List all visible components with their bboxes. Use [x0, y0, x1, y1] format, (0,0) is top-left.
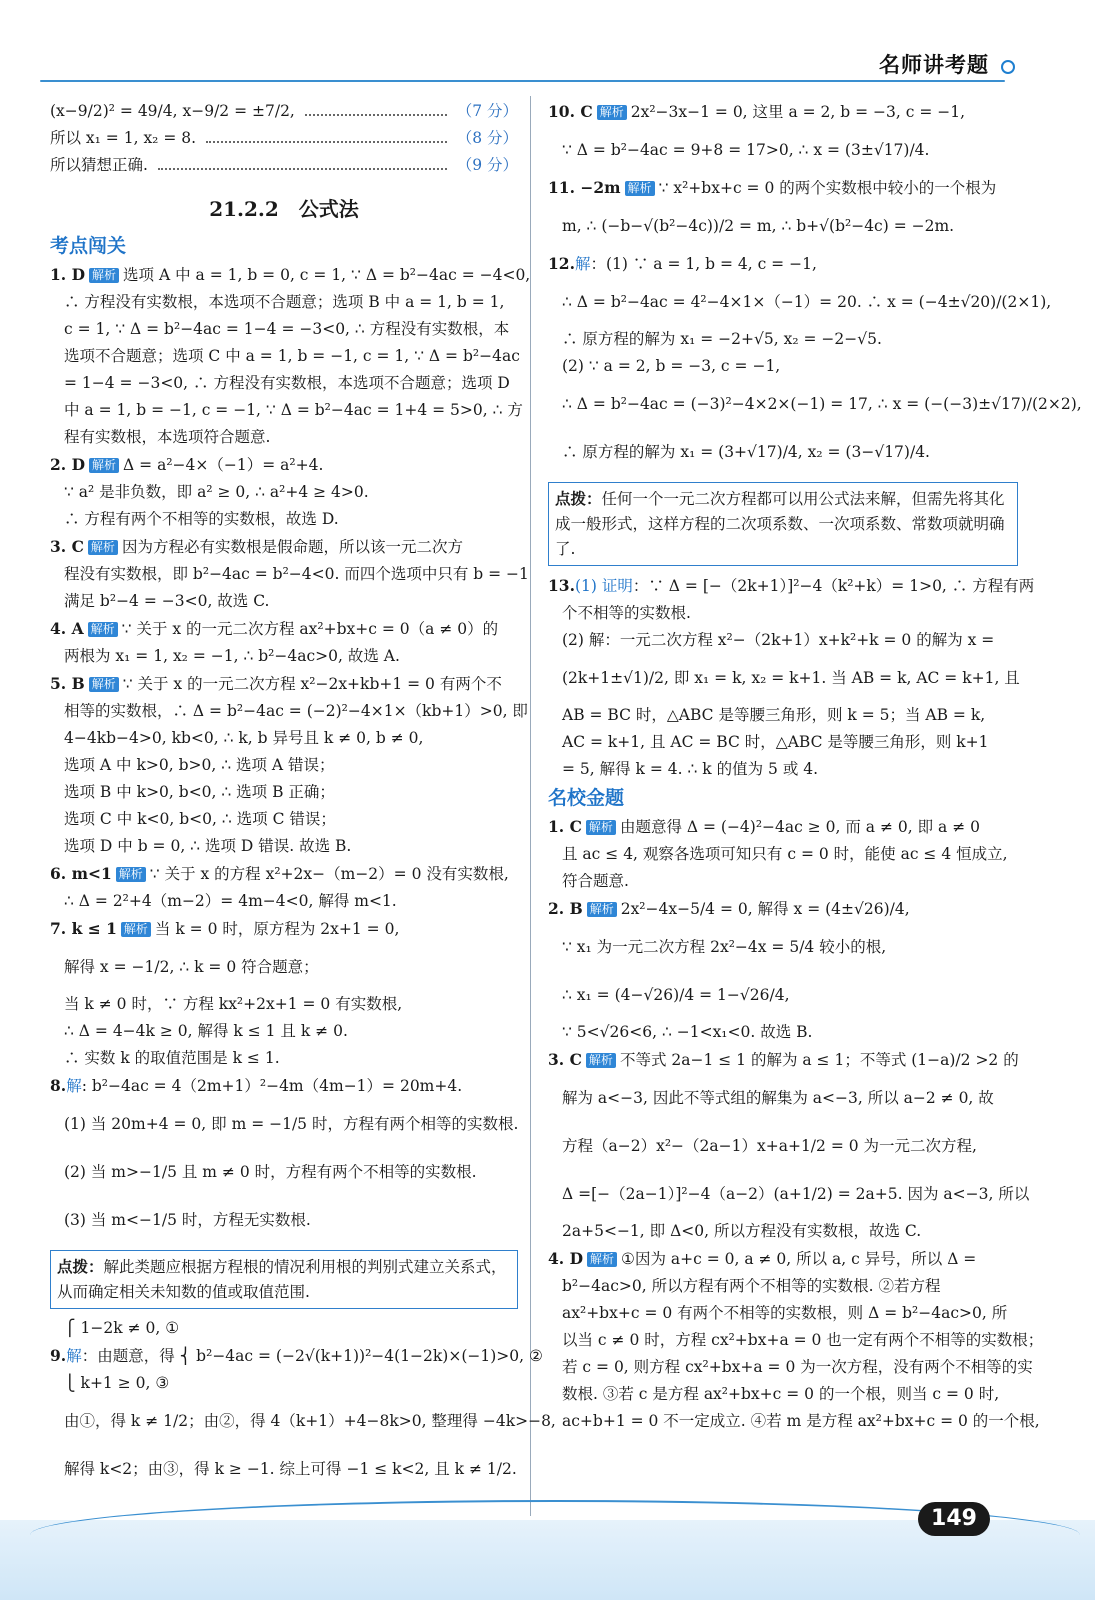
analysis-tag: 解析 [586, 1053, 616, 1068]
line-text: ∵ x₁ 为一元二次方程 2x²−4x = 5/4 较小的根, [562, 938, 887, 956]
line-text: ∴ 方程没有实数根，本选项不合题意；选项 B 中 a = 1, b = 1, [64, 293, 505, 311]
question-line [548, 98, 1018, 126]
text-line [50, 725, 518, 752]
analysis-tag: 解析 [587, 902, 617, 917]
dot-leader [305, 114, 447, 116]
text-line [50, 1045, 518, 1072]
line-text: ：由题意，得 ⎨ b²−4ac = (−2√(k+1))²−4(1−2k)×(−1)>0, ② [81, 1347, 543, 1365]
text-line [50, 1315, 518, 1342]
question-line [50, 533, 518, 561]
text-line [50, 289, 518, 316]
text-line [548, 729, 1018, 756]
question-line [50, 261, 531, 289]
line-text: ∴ 原方程的解为 x₁ = (3+√17)/4, x₂ = (3−√17)/4. [562, 443, 930, 461]
line-text: 不等式 2a−1 ≤ 1 的解为 a ≤ 1；不等式 (1−a)/2 >2 的 [619, 1051, 1019, 1069]
column-divider [530, 96, 531, 1516]
question-number: 3. C [50, 537, 84, 556]
tip-label: 点拨： [555, 489, 602, 508]
line-text: 所以猜想正确. [50, 156, 148, 174]
text-line [50, 397, 523, 424]
question-number: 2. D [50, 455, 86, 474]
line-text: 解得 k<2；由③，得 k ≥ −1. 综上可得 −1 ≤ k<2, 且 k ≠ 1/2. [64, 1460, 517, 1478]
line-text: 解得 x = −1/2, ∴ k = 0 符合题意； [64, 958, 319, 976]
line-text: 2x²−4x−5/4 = 0, 解得 x = (4±√26)/4, [620, 900, 910, 918]
text-line [548, 1408, 1040, 1435]
line-text: AB = BC 时，△ABC 是等腰三角形，则 k = 5；当 AB = k, [562, 706, 986, 724]
analysis-tag: 解析 [116, 867, 146, 882]
question-line [50, 860, 518, 888]
text-line [50, 1148, 518, 1196]
subsection-heading: 名校金题 [548, 787, 625, 809]
page-number: 149 [918, 1502, 990, 1536]
question-number: 4. D [548, 1249, 584, 1268]
text-line [548, 868, 1018, 895]
text-line [548, 1354, 1033, 1381]
scored-line [50, 98, 518, 125]
line-text: 程没有实数根，即 b²−4ac = b²−4<0. 而四个选项中只有 b = −1 [64, 565, 529, 583]
text-line [548, 756, 1018, 783]
line-text: 程有实数根，本选项符合题意. [64, 428, 271, 446]
line-text: = 5, 解得 k = 4. ∴ k 的值为 5 或 4. [562, 760, 819, 778]
text-line [50, 588, 518, 615]
text-line [50, 1445, 518, 1493]
question-number: 4. A [50, 619, 84, 638]
text-line [50, 833, 518, 860]
line-text: Δ =[−（2a−1）]²−4（a−2）(a+1/2) = 2a+5. 因为 a<−3, 所以 [562, 1185, 1030, 1203]
question-number: 1. C [548, 817, 582, 836]
text-line [50, 479, 518, 506]
text-line [548, 627, 1018, 654]
text-line [548, 600, 1018, 627]
line-text: (2) 解：一元二次方程 x²−（2k+1）x+k²+k = 0 的解为 x = [562, 631, 995, 649]
line-text: ∴ x₁ = (4−√26)/4 = 1−√26/4, [562, 986, 790, 1004]
line-text: 个不相等的实数根. [562, 604, 691, 622]
analysis-tag: 解析 [89, 677, 119, 692]
question-number: 11. −2m [548, 178, 621, 197]
line-text: c = 1, ∵ Δ = b²−4ac = 1−4 = −3<0, ∴ 方程没有实数根，本 [64, 320, 510, 338]
line-text: ：(1) ∵ a = 1, b = 4, c = −1, [590, 255, 817, 273]
question-number: 9. [50, 1346, 67, 1365]
question-line [50, 615, 518, 643]
text-line [50, 643, 518, 670]
scored-line [50, 125, 518, 152]
text-line [548, 1273, 1018, 1300]
text-line [548, 1218, 1018, 1245]
question-number: 10. C [548, 102, 593, 121]
line-text: 数根. ③若 c 是方程 ax²+bx+c = 0 的一个根，则当 c = 0 时, [562, 1385, 1000, 1403]
line-text: ∴ 方程有两个不相等的实数根，故选 D. [64, 510, 339, 528]
question-number: 3. C [548, 1050, 582, 1069]
line-text: 选项不合题意；选项 C 中 a = 1, b = −1, c = 1, ∵ Δ = b²−4ac [64, 347, 520, 365]
analysis-tag: 解析 [586, 820, 616, 835]
line-text: ∵ x²+bx+c = 0 的两个实数根中较小的一个根为 [658, 179, 997, 197]
line-text: 所以 x₁ = 1, x₂ = 8. [50, 129, 197, 147]
text-line [548, 428, 1018, 476]
text-line [548, 923, 1018, 971]
line-text: 且 ac ≤ 4, 观察各选项可知只有 c = 0 时，能使 ac ≤ 4 恒成立, [562, 845, 1008, 863]
line-text: 4−4kb−4>0, kb<0, ∴ k, b 异号且 k ≠ 0, b ≠ 0, [64, 729, 424, 747]
question-line [50, 451, 518, 479]
line-text: ⎧ 1−2k ≠ 0, ① [64, 1319, 180, 1337]
line-text: 当 k = 0 时，原方程为 2x+1 = 0, [154, 920, 400, 938]
line-text: = 1−4 = −3<0, ∴ 方程没有实数根，本选项不合题意；选项 D [64, 374, 510, 392]
question-line [548, 1245, 1018, 1273]
text-line [50, 1196, 518, 1244]
question-line [548, 813, 1018, 841]
tip-label: 点拨： [57, 1257, 104, 1276]
line-text: 选项 D 中 b = 0, ∴ 选项 D 错误. 故选 B. [64, 837, 352, 855]
line-text: 若 c = 0, 则方程 cx²+bx+a = 0 为一次方程，没有两个不相等的实 [562, 1358, 1033, 1376]
text-line [50, 561, 529, 588]
question-line [50, 915, 518, 943]
line-text: 选项 A 中 a = 1, b = 0, c = 1, ∵ Δ = b²−4ac = −4<0, [123, 266, 531, 284]
analysis-tag: 解析 [88, 622, 118, 637]
analysis-tag: 解析 [597, 105, 627, 120]
line-text: ∴ Δ = 4−4k ≥ 0, 解得 k ≤ 1 且 k ≠ 0. [64, 1022, 348, 1040]
right-column [548, 98, 1082, 1435]
analysis-tag: 解析 [89, 458, 119, 473]
line-text: b²−4ac>0, 所以方程有两个不相等的实数根. ②若方程 [562, 1277, 941, 1295]
section-title: 21.2.2 公式法 [209, 197, 359, 221]
analysis-tag: 解析 [625, 181, 655, 196]
analysis-tag: 解析 [587, 1252, 617, 1267]
text-line [50, 943, 518, 991]
question-line [548, 572, 1035, 600]
question-number: 5. B [50, 674, 85, 693]
line-text: ∵ 关于 x 的一元二次方程 x²−2x+kb+1 = 0 有两个不 [122, 675, 502, 693]
header-title: 名师讲考题 [879, 53, 989, 77]
line-text: 解为 a<−3, 因此不等式组的解集为 a<−3, 所以 a−2 ≠ 0, 故 [562, 1089, 994, 1107]
tip-box [548, 482, 1018, 566]
line-text: 当 k ≠ 0 时，∵ 方程 kx²+2x+1 = 0 有实数根, [64, 995, 403, 1013]
line-text: : b²−4ac = 4（2m+1）²−4m（4m−1）= 20m+4. [81, 1077, 463, 1095]
text-line [50, 1018, 518, 1045]
line-text: AC = k+1, 且 AC = BC 时，△ABC 是等腰三角形，则 k+1 [562, 733, 989, 751]
line-text: ∵ a² 是非负数，即 a² ≥ 0, ∴ a²+4 ≥ 4>0. [64, 483, 369, 501]
line-text: (3) 当 m<−1/5 时，方程无实数根. [64, 1211, 311, 1229]
line-text: 选项 A 中 k>0, b>0, ∴ 选项 A 错误； [64, 756, 335, 774]
analysis-tag: 解析 [88, 540, 118, 555]
line-text: 符合题意. [562, 872, 629, 890]
line-text: 2x²−3x−1 = 0, 这里 a = 2, b = −3, c = −1, [630, 103, 966, 121]
line-text: ∴ 实数 k 的取值范围是 k ≤ 1. [64, 1049, 280, 1067]
text-line [548, 326, 1018, 353]
text-line [548, 1019, 1018, 1046]
tip-box [50, 1250, 518, 1309]
line-text: ∴ Δ = b²−4ac = (−3)²−4×2×(−1) = 17, ∴ x = (−(−3)±√17)/(2×2), [562, 395, 1082, 413]
dot-leader [158, 168, 447, 170]
text-line [50, 1370, 518, 1397]
line-text: ∴ Δ = b²−4ac = 4²−4×1×（−1）= 20. ∴ x = (−4±√20)/(2×1), [562, 293, 1052, 311]
text-line [50, 752, 518, 779]
question-number: 1. D [50, 265, 86, 284]
line-text: ∵ 关于 x 的方程 x²+2x−（m−2）= 0 没有实数根, [149, 865, 509, 883]
scored-line [50, 152, 518, 179]
text-line [50, 1100, 518, 1148]
text-line [50, 991, 518, 1018]
line-text: (2) 当 m>−1/5 且 m ≠ 0 时，方程有两个不相等的实数根. [64, 1163, 477, 1181]
question-line [50, 1342, 543, 1370]
question-line [548, 1046, 1018, 1074]
tip-text: 解此类题应根据方程根的情况利用根的判别式建立关系式，从而确定相关未知数的值或取值范围. [57, 1258, 507, 1301]
line-text: 由①，得 k ≠ 1/2；由②，得 4（k+1）+4−8k>0, 整理得 −4k>−8, [64, 1412, 556, 1430]
line-text: ∵ Δ = b²−4ac = 9+8 = 17>0, ∴ x = (3±√17)/4. [562, 141, 930, 159]
text-line [548, 1381, 1018, 1408]
text-line [548, 654, 1018, 702]
text-line [548, 1170, 1030, 1218]
line-text: ∵ 关于 x 的一元二次方程 ax²+bx+c = 0（a ≠ 0）的 [121, 620, 499, 638]
line-text: (x−9/2)² = 49/4, x−9/2 = ±7/2, [50, 102, 295, 120]
text-line [548, 202, 1018, 250]
tip-text: 任何一个一元二次方程都可以用公式法来解，但需先将其化成一般形式，这样方程的二次项系数、一次项系数、常数项就明确了. [555, 490, 1005, 558]
text-line [50, 370, 518, 397]
line-text: (2) ∵ a = 2, b = −3, c = −1, [562, 357, 781, 375]
line-text: (2k+1±√1)/2, 即 x₁ = k, x₂ = k+1. 当 AB = k, AC = k+1, 且 [562, 669, 1020, 687]
question-number: 6. m<1 [50, 864, 112, 883]
line-text: ac+b+1 = 0 不一定成立. ④若 m 是方程 ax²+bx+c = 0 的一个根, [562, 1412, 1040, 1430]
text-line [548, 1122, 1018, 1170]
line-text: 相等的实数根，∴ Δ = b²−4ac = (−2)²−4×1×（kb+1）>0, 即 [64, 702, 528, 720]
question-number: 13. [548, 576, 575, 595]
line-text: ∵ 5<√26<6, ∴ −1<x₁<0. 故选 B. [562, 1023, 813, 1041]
text-line [548, 278, 1052, 326]
solution-label: 解 [66, 1347, 82, 1365]
text-line [548, 971, 1018, 1019]
line-text: 选项 C 中 k<0, b<0, ∴ 选项 C 错误； [64, 810, 336, 828]
text-line [548, 841, 1018, 868]
line-text: ∴ Δ = 2²+4（m−2）= 4m−4<0, 解得 m<1. [64, 892, 397, 910]
line-text: (1) 当 20m+4 = 0, 即 m = −1/5 时，方程有两个相等的实数根. [64, 1115, 519, 1133]
text-line [50, 343, 518, 370]
question-line [50, 1072, 518, 1100]
circle-icon [1001, 60, 1015, 74]
text-line [548, 1074, 1018, 1122]
text-line [50, 1397, 556, 1445]
page-header [40, 48, 1025, 84]
question-number: 8. [50, 1076, 67, 1095]
analysis-tag: 解析 [121, 922, 151, 937]
text-line [548, 1327, 1044, 1354]
line-text: m, ∴ (−b−√(b²−4c))/2 = m, ∴ b+√(b²−4c) = −2m. [562, 217, 955, 235]
line-text: 因为方程必有实数根是假命题，所以该一元二次方 [121, 538, 463, 556]
line-text: 选项 B 中 k>0, b<0, ∴ 选项 B 正确； [64, 783, 335, 801]
line-text: 中 a = 1, b = −1, c = −1, ∵ Δ = b²−4ac = 1+4 = 5>0, ∴ 方 [64, 401, 523, 419]
left-column [50, 98, 556, 1493]
solution-label: (1) 证明 [574, 577, 633, 595]
line-text: ∴ 原方程的解为 x₁ = −2+√5, x₂ = −2−√5. [562, 330, 882, 348]
line-text: Δ = a²−4×（−1）= a²+4. [123, 456, 324, 474]
question-number: 12. [548, 254, 575, 273]
line-text: 方程（a−2）x²−（2a−1）x+a+1/2 = 0 为一元二次方程, [562, 1137, 977, 1155]
text-line [548, 702, 1018, 729]
text-line [548, 126, 1018, 174]
question-line [50, 670, 518, 698]
solution-label: 解 [66, 1077, 82, 1095]
line-text: 以当 c ≠ 0 时，方程 cx²+bx+a = 0 也一定有两个不相等的实数根； [562, 1331, 1044, 1349]
analysis-tag: 解析 [89, 268, 119, 283]
score-label: （7 分） [456, 102, 518, 120]
line-text: 2a+5<−1, 即 Δ<0, 所以方程没有实数根，故选 C. [562, 1222, 922, 1240]
text-line [50, 888, 518, 915]
text-line [50, 506, 518, 533]
line-text: ：∵ Δ = [−（2k+1）]²−4（k²+k）= 1>0, ∴ 方程有两 [632, 577, 1035, 595]
line-text: ①因为 a+c = 0, a ≠ 0, 所以 a, c 异号，所以 Δ = [621, 1250, 977, 1268]
line-text: ⎩ k+1 ≥ 0, ③ [64, 1374, 170, 1392]
question-line [548, 250, 1018, 278]
text-line [548, 1300, 1018, 1327]
line-text: 由题意得 Δ = (−4)²−4ac ≥ 0, 而 a ≠ 0, 即 a ≠ 0 [619, 818, 980, 836]
score-label: （9 分） [456, 156, 518, 174]
text-line [50, 316, 518, 343]
page-footer [0, 1500, 1095, 1600]
text-line [548, 353, 1018, 380]
dot-leader [206, 141, 447, 143]
line-text: 两根为 x₁ = 1, x₂ = −1, ∴ b²−4ac>0, 故选 A. [64, 647, 400, 665]
solution-label: 解 [574, 255, 591, 273]
score-label: （8 分） [456, 129, 518, 147]
text-line [50, 424, 518, 451]
question-line [548, 174, 1018, 202]
header-rule [40, 80, 1005, 82]
text-line [50, 779, 518, 806]
question-number: 7. k ≤ 1 [50, 919, 117, 938]
question-line [548, 895, 1018, 923]
subsection-heading: 考点闯关 [50, 235, 127, 257]
line-text: ax²+bx+c = 0 有两个不相等的实数根，则 Δ = b²−4ac>0, 所 [562, 1304, 1008, 1322]
text-line [50, 806, 518, 833]
text-line [548, 380, 1082, 428]
question-number: 2. B [548, 899, 583, 918]
line-text: 满足 b²−4 = −3<0, 故选 C. [64, 592, 270, 610]
text-line [50, 698, 528, 725]
